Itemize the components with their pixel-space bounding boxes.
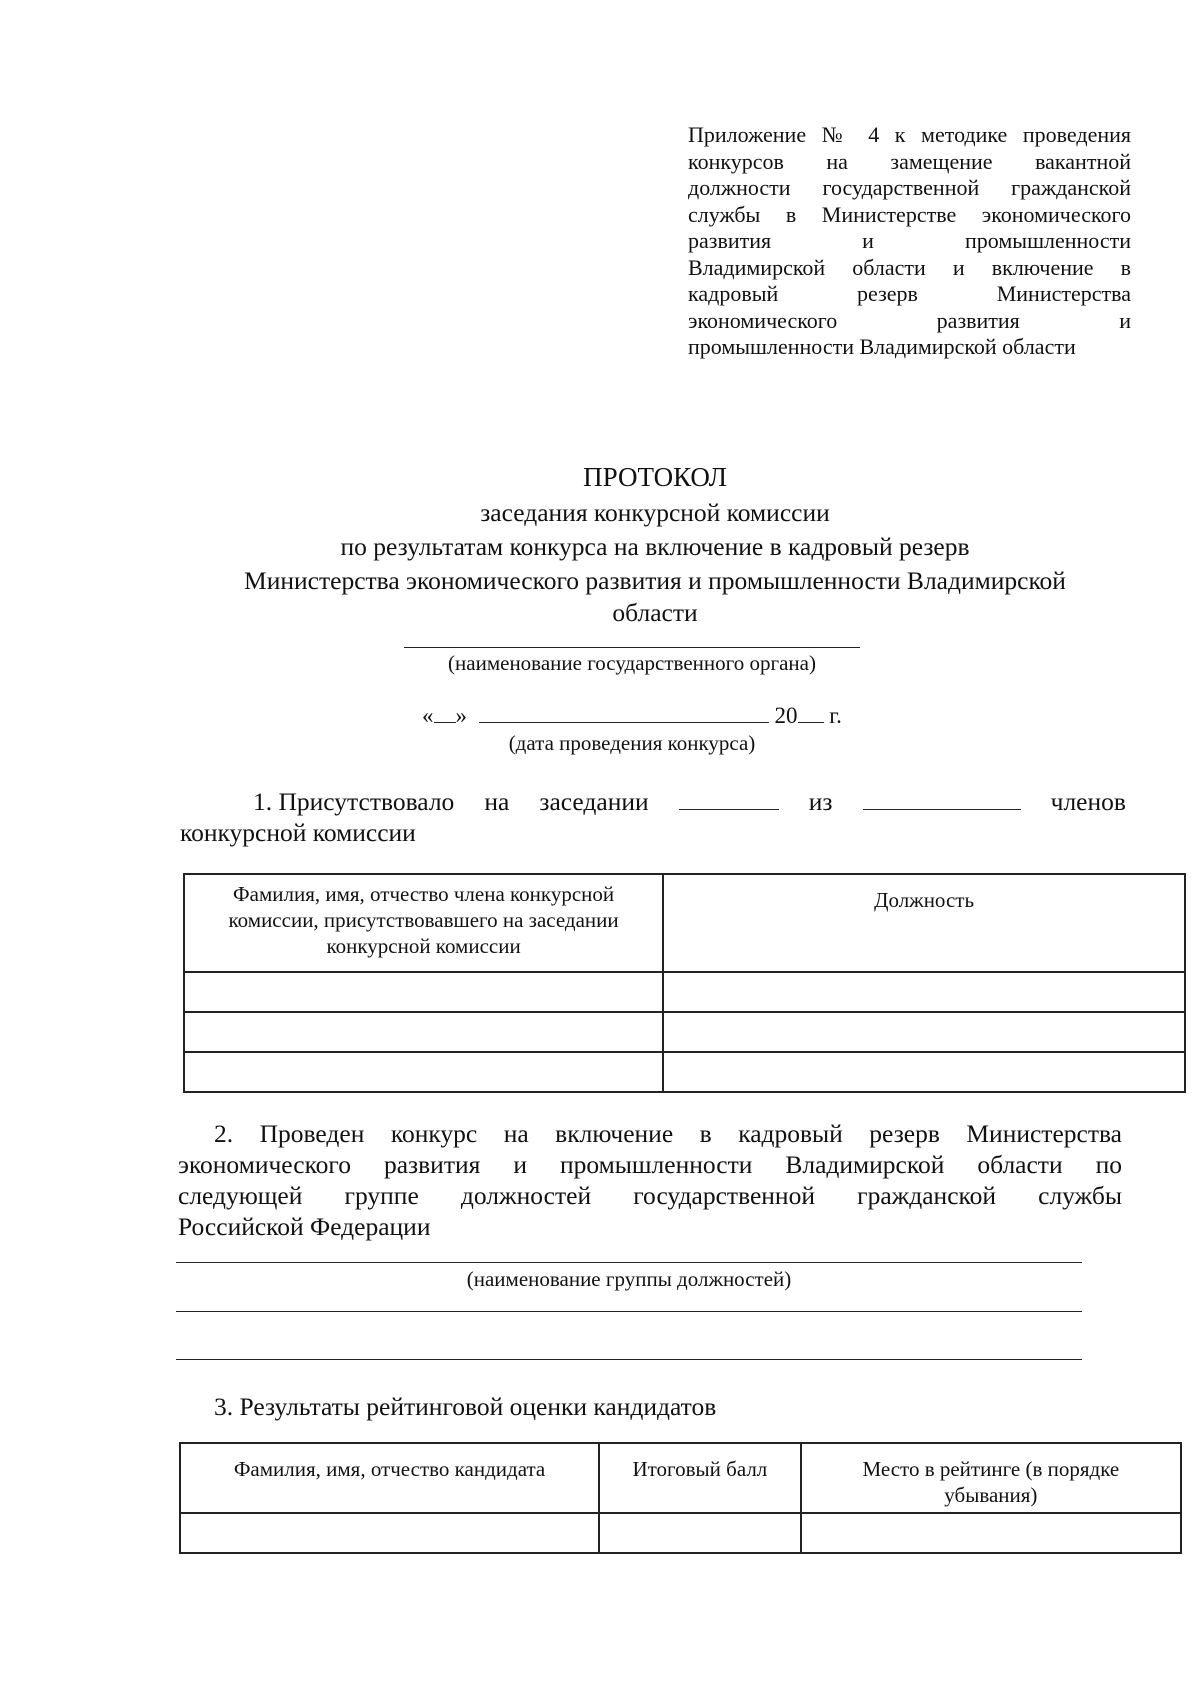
header-rating-place: Место в рейтинге (в порядке убывания) bbox=[801, 1443, 1181, 1513]
table-row bbox=[184, 972, 1185, 1012]
table-row bbox=[184, 1012, 1185, 1052]
candidates-rating-table bbox=[179, 1442, 1182, 1554]
month-blank bbox=[479, 722, 769, 723]
appendix-line: должности государственной гражданской bbox=[688, 175, 1131, 200]
date-close-quote: » bbox=[455, 703, 467, 728]
section-2-text bbox=[178, 1118, 1122, 1242]
member-name-cell[interactable] bbox=[184, 972, 663, 1012]
appendix-line: экономического развития и bbox=[688, 307, 1131, 333]
header-candidate-name: Фамилия, имя, отчество кандидата bbox=[180, 1443, 599, 1513]
title-subline: области bbox=[612, 598, 698, 627]
day-blank bbox=[434, 722, 456, 723]
org-name-caption: (наименование государственного органа) bbox=[448, 651, 816, 675]
appendix-line: конкурсов на замещение вакантной bbox=[688, 148, 1131, 174]
section-2-line: Российской Федерации bbox=[178, 1212, 431, 1241]
appendix-note bbox=[688, 122, 1131, 361]
title-subline: по результатам конкурса на включение в кадровый резерв bbox=[340, 532, 970, 561]
appendix-line: промышленности Владимирской области bbox=[688, 334, 1076, 359]
header-member-name: Фамилия, имя, отчество члена конкурсной комиссии, присутствовавшего на заседании конкурсной комиссии bbox=[184, 874, 663, 972]
table-header-row bbox=[184, 874, 1185, 972]
date-caption: (дата проведения конкурса) bbox=[508, 731, 756, 755]
section-2-line: экономического развития и промышленности Владимирской области по bbox=[178, 1150, 1122, 1179]
table-header-row bbox=[180, 1443, 1181, 1513]
section-1-text bbox=[180, 786, 1126, 848]
appendix-line: службы в Министерстве экономического bbox=[688, 201, 1131, 227]
date-open-quote: « bbox=[422, 703, 434, 728]
org-name-blank bbox=[404, 647, 860, 648]
section-1-word-from: из bbox=[808, 787, 833, 816]
document-title: ПРОТОКОЛ bbox=[583, 462, 727, 492]
year-prefix: 20 bbox=[774, 703, 798, 728]
title-subline: Министерства экономического развития и промышленности Владимирской bbox=[244, 566, 1066, 595]
member-name-cell[interactable] bbox=[184, 1052, 663, 1092]
section-3-heading: 3. Результаты рейтинговой оценки кандидатов bbox=[214, 1392, 717, 1421]
section-1-word-zasedanii: заседании bbox=[539, 787, 649, 816]
section-1-line-2: конкурсной комиссии bbox=[180, 818, 416, 847]
member-name-cell[interactable] bbox=[184, 1012, 663, 1052]
commission-members-table bbox=[183, 873, 1186, 1093]
table-row bbox=[184, 1052, 1185, 1092]
date-line bbox=[422, 702, 842, 730]
table-row bbox=[180, 1513, 1181, 1553]
title-subline: заседания конкурсной комиссии bbox=[480, 498, 830, 527]
member-position-cell[interactable] bbox=[663, 972, 1185, 1012]
rating-place-cell[interactable] bbox=[801, 1513, 1181, 1553]
header-position: Должность bbox=[663, 874, 1185, 972]
position-group-blank bbox=[176, 1262, 1082, 1263]
year-blank bbox=[798, 722, 824, 723]
member-position-cell[interactable] bbox=[663, 1012, 1185, 1052]
appendix-line: кадровый резерв Министерства bbox=[688, 281, 1131, 306]
candidate-name-cell[interactable] bbox=[180, 1513, 599, 1553]
section-2-line: 2. Проведен конкурс на включение в кадровый резерв Министерства bbox=[214, 1119, 1122, 1148]
section-1-word-na: на bbox=[484, 787, 510, 816]
section-1-number-word: 1. Присутствовало bbox=[253, 787, 455, 816]
position-group-caption: (наименование группы должностей) bbox=[466, 1267, 792, 1291]
header-total-score: Итоговый балл bbox=[599, 1443, 801, 1513]
total-count-blank bbox=[863, 809, 1021, 810]
section-2-line: следующей группе должностей государственной гражданской службы bbox=[178, 1181, 1122, 1210]
member-position-cell[interactable] bbox=[663, 1052, 1185, 1092]
position-group-blank-2 bbox=[176, 1311, 1082, 1312]
appendix-line: Приложение № 4 к методике проведения bbox=[688, 122, 1131, 147]
year-suffix: г. bbox=[829, 703, 842, 728]
appendix-line: Владимирской области и включение в bbox=[688, 254, 1131, 280]
position-group-blank-3 bbox=[176, 1359, 1082, 1360]
appendix-line: развития и промышленности bbox=[688, 228, 1131, 253]
section-1-word-members: членов bbox=[1050, 787, 1126, 816]
present-count-blank bbox=[679, 809, 779, 810]
total-score-cell[interactable] bbox=[599, 1513, 801, 1553]
